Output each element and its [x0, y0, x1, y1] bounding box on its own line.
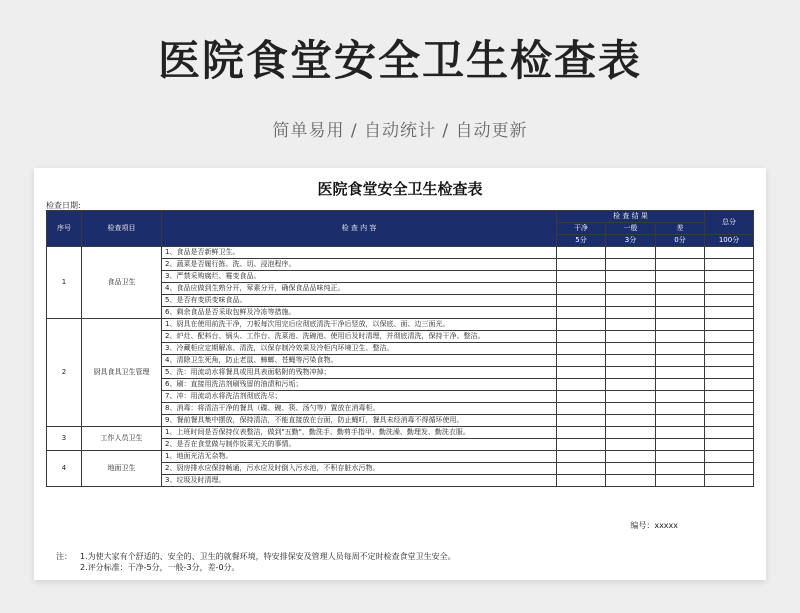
- check-item: 2、是否在食堂做与制作饭菜无关的事情。: [162, 439, 557, 451]
- group-name: 地面卫生: [82, 451, 162, 487]
- note-1: 1.为使大家有个舒适的、安全的、卫生的就餐环境，特安排保安及管理人员每周不定时检查食堂卫生安全。: [80, 552, 456, 561]
- code-value: xxxxx: [654, 521, 678, 530]
- score-poor-cell[interactable]: [656, 415, 705, 427]
- score-poor-cell[interactable]: [656, 295, 705, 307]
- header-total-score: 100分: [705, 235, 754, 247]
- score-clean-cell[interactable]: [557, 247, 606, 259]
- notes-label: 注：: [56, 552, 72, 561]
- header-category: 检查项目: [82, 211, 162, 247]
- score-clean-cell[interactable]: [557, 463, 606, 475]
- score-clean-cell[interactable]: [557, 271, 606, 283]
- notes: [56, 551, 456, 573]
- check-item: 1、地面光洁无杂物。: [162, 451, 557, 463]
- score-poor-cell[interactable]: [656, 307, 705, 319]
- score-poor-cell[interactable]: [656, 439, 705, 451]
- check-item: 4、清除卫生死角，防止老鼠、蟑螂、苍蝇等污染食物。: [162, 355, 557, 367]
- score-normal-cell[interactable]: [606, 427, 656, 439]
- score-poor-cell[interactable]: [656, 283, 705, 295]
- header-row-1: [47, 211, 754, 223]
- check-item: 2、蔬菜是否履行拣、洗、切、浸泡程序。: [162, 259, 557, 271]
- score-clean-cell[interactable]: [557, 283, 606, 295]
- check-item: 2、厨房排水应保持畅通，污水应及时倒入污水池，不积存脏水污物。: [162, 463, 557, 475]
- score-poor-cell[interactable]: [656, 427, 705, 439]
- score-poor-cell[interactable]: [656, 367, 705, 379]
- check-item: 4、食品应做到生熟分开，荤素分开，确保食品品味纯正。: [162, 283, 557, 295]
- score-normal-cell[interactable]: [606, 259, 656, 271]
- score-normal-cell[interactable]: [606, 307, 656, 319]
- score-normal-cell[interactable]: [606, 283, 656, 295]
- score-clean-cell[interactable]: [557, 415, 606, 427]
- header-normal: 一般: [606, 223, 656, 235]
- score-poor-cell[interactable]: [656, 391, 705, 403]
- score-total-cell[interactable]: [705, 475, 754, 487]
- group-name: 厨具食具卫生管理: [82, 319, 162, 427]
- check-item: 5、洗：用流动水将餐具或用具表面粘附的残物冲掉；: [162, 367, 557, 379]
- score-poor-cell[interactable]: [656, 403, 705, 415]
- score-clean-cell[interactable]: [557, 475, 606, 487]
- check-item: 5、是否有变质变味食品。: [162, 295, 557, 307]
- score-total-cell[interactable]: [705, 331, 754, 343]
- score-poor-cell[interactable]: [656, 319, 705, 331]
- table-row: [47, 247, 754, 259]
- code-row: [630, 520, 678, 531]
- group-index: 1: [47, 247, 82, 319]
- score-total-cell[interactable]: [705, 367, 754, 379]
- hero-subtitle: 简单易用 / 自动统计 / 自动更新: [272, 121, 528, 141]
- score-total-cell[interactable]: [705, 451, 754, 463]
- score-total-cell[interactable]: [705, 283, 754, 295]
- group-name: 工作人员卫生: [82, 427, 162, 451]
- group-index: 2: [47, 319, 82, 427]
- check-item: 6、剩余食品是否采取包鲜及冷冻等措施。: [162, 307, 557, 319]
- table-row: [47, 451, 754, 463]
- inspection-table-body: [47, 247, 754, 487]
- score-total-cell[interactable]: [705, 439, 754, 451]
- check-item: 9、餐前餐具集中摆放，保持清洁，不能直接放在台面，防止蝇叮，餐具未经消毒不得循环使用。: [162, 415, 557, 427]
- score-normal-cell[interactable]: [606, 403, 656, 415]
- header-poor-score: 0分: [656, 235, 705, 247]
- check-item: 3、冷藏柜应定期解冻、清洗，以保存制冷效果及冷柜内环境卫生、整洁。: [162, 343, 557, 355]
- score-normal-cell[interactable]: [606, 271, 656, 283]
- inspection-table: [46, 210, 754, 487]
- score-poor-cell[interactable]: [656, 247, 705, 259]
- score-total-cell[interactable]: [705, 355, 754, 367]
- header-clean-score: 5分: [557, 235, 606, 247]
- score-clean-cell[interactable]: [557, 355, 606, 367]
- score-poor-cell[interactable]: [656, 379, 705, 391]
- group-name: 食品卫生: [82, 247, 162, 319]
- score-clean-cell[interactable]: [557, 379, 606, 391]
- score-normal-cell[interactable]: [606, 439, 656, 451]
- score-total-cell[interactable]: [705, 307, 754, 319]
- score-clean-cell[interactable]: [557, 331, 606, 343]
- score-clean-cell[interactable]: [557, 403, 606, 415]
- header-normal-score: 3分: [606, 235, 656, 247]
- header-content: 检 查 内 容: [162, 211, 557, 247]
- score-clean-cell[interactable]: [557, 367, 606, 379]
- score-total-cell[interactable]: [705, 247, 754, 259]
- score-total-cell[interactable]: [705, 415, 754, 427]
- check-item: 1、厨具在使用前洗干净，刀板每次用完后应彻底清洗干净后竖放，以保底、面、边三面光。: [162, 319, 557, 331]
- score-normal-cell[interactable]: [606, 463, 656, 475]
- score-clean-cell[interactable]: [557, 427, 606, 439]
- group-index: 3: [47, 427, 82, 451]
- check-item: 3、垃圾及时清理。: [162, 475, 557, 487]
- hero-title: 医院食堂安全卫生检查表: [157, 36, 642, 85]
- score-total-cell[interactable]: [705, 379, 754, 391]
- score-total-cell[interactable]: [705, 295, 754, 307]
- score-normal-cell[interactable]: [606, 331, 656, 343]
- check-item: 3、严禁采购腐烂、霉变食品。: [162, 271, 557, 283]
- table-row: [47, 319, 754, 331]
- score-total-cell[interactable]: [705, 403, 754, 415]
- score-poor-cell[interactable]: [656, 331, 705, 343]
- code-label: 编号：: [630, 521, 655, 530]
- check-item: 6、刷：直接用洗洁剂刷残留的油渍和污垢；: [162, 379, 557, 391]
- header-clean: 干净: [557, 223, 606, 235]
- check-item: 8、消毒：将清洁干净的餐具（碟、碗、筷、汤勺等）置放在消毒柜。: [162, 403, 557, 415]
- score-total-cell[interactable]: [705, 271, 754, 283]
- check-item: 1、食品是否新鲜卫生。: [162, 247, 557, 259]
- score-clean-cell[interactable]: [557, 451, 606, 463]
- score-poor-cell[interactable]: [656, 451, 705, 463]
- score-normal-cell[interactable]: [606, 319, 656, 331]
- score-total-cell[interactable]: [705, 427, 754, 439]
- header-result: 检 查 结 果: [557, 211, 705, 223]
- score-clean-cell[interactable]: [557, 439, 606, 451]
- header-total: 总分: [705, 211, 754, 235]
- header-index: 序号: [47, 211, 82, 247]
- score-normal-cell[interactable]: [606, 367, 656, 379]
- score-total-cell[interactable]: [705, 391, 754, 403]
- score-poor-cell[interactable]: [656, 343, 705, 355]
- score-normal-cell[interactable]: [606, 247, 656, 259]
- score-total-cell[interactable]: [705, 463, 754, 475]
- note-2: 2.评分标准：干净-5分，一般-3分，差-0分。: [80, 563, 240, 572]
- header-poor: 差: [656, 223, 705, 235]
- score-normal-cell[interactable]: [606, 391, 656, 403]
- score-poor-cell[interactable]: [656, 259, 705, 271]
- score-normal-cell[interactable]: [606, 415, 656, 427]
- score-normal-cell[interactable]: [606, 295, 656, 307]
- score-normal-cell[interactable]: [606, 451, 656, 463]
- sheet-title: 医院食堂安全卫生检查表: [317, 180, 483, 198]
- score-poor-cell[interactable]: [656, 475, 705, 487]
- check-item: 2、炉灶、配料台、锅头、工作台、洗菜池、洗碗池、使用后及时清理，并彻底清洗，保持干净、整洁。: [162, 331, 557, 343]
- score-total-cell[interactable]: [705, 343, 754, 355]
- score-clean-cell[interactable]: [557, 307, 606, 319]
- score-clean-cell[interactable]: [557, 343, 606, 355]
- score-normal-cell[interactable]: [606, 343, 656, 355]
- score-normal-cell[interactable]: [606, 379, 656, 391]
- check-item: 7、冲：用流动水将洗洁剂彻底洗尽；: [162, 391, 557, 403]
- group-index: 4: [47, 451, 82, 487]
- score-clean-cell[interactable]: [557, 391, 606, 403]
- inspection-sheet: [34, 168, 766, 580]
- score-normal-cell[interactable]: [606, 355, 656, 367]
- score-clean-cell[interactable]: [557, 259, 606, 271]
- score-poor-cell[interactable]: [656, 463, 705, 475]
- score-poor-cell[interactable]: [656, 271, 705, 283]
- score-total-cell[interactable]: [705, 259, 754, 271]
- score-poor-cell[interactable]: [656, 355, 705, 367]
- score-clean-cell[interactable]: [557, 319, 606, 331]
- score-normal-cell[interactable]: [606, 475, 656, 487]
- score-total-cell[interactable]: [705, 319, 754, 331]
- check-item: 1、上班时间是否保持仪表整洁，做到"五勤"，勤洗手、勤剪手指甲、勤洗澡、勤理发、勤洗衣服。: [162, 427, 557, 439]
- table-row: [47, 427, 754, 439]
- inspection-date-label: 检查日期:: [46, 201, 81, 210]
- score-clean-cell[interactable]: [557, 295, 606, 307]
